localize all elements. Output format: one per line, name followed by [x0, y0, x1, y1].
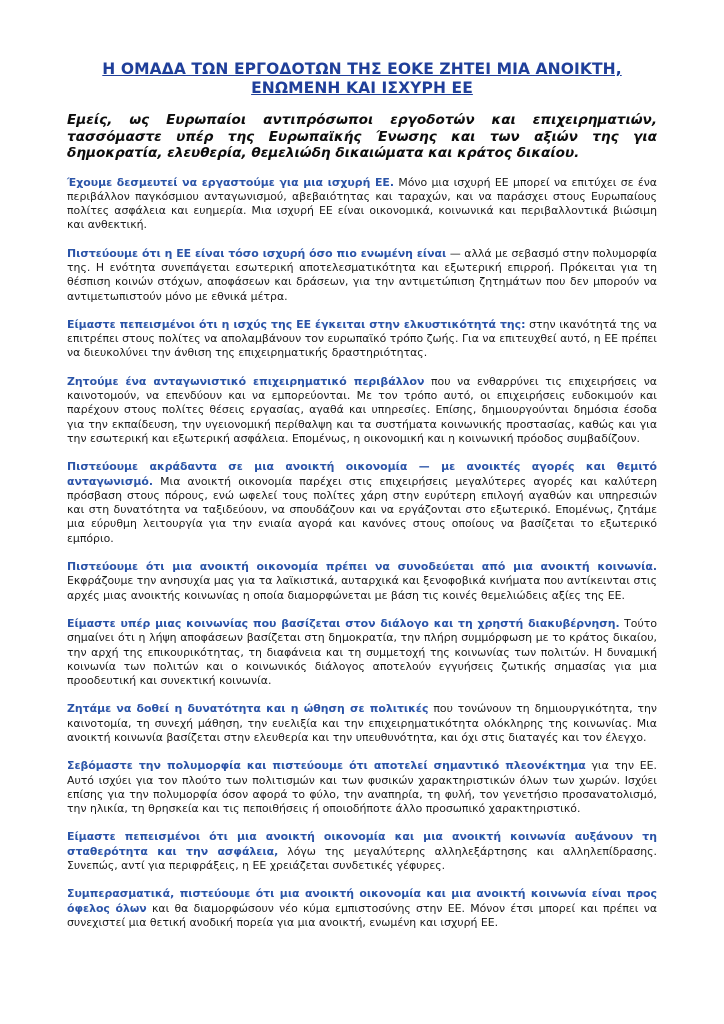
- paragraph-diversity: [67, 759, 657, 816]
- paragraph-lead: Πιστεύουμε ότι μια ανοικτή οικονομία πρέπει να συνοδεύεται από μια ανοικτή κοινωνία.: [67, 560, 657, 574]
- paragraph-conclusion: [67, 887, 657, 930]
- title-line-1: Η ΟΜΑΔΑ ΤΩΝ ΕΡΓΟΔΟΤΩΝ ΤΗΣ ΕΟΚΕ ΖΗΤΕΙ ΜΙΑ ΑΝΟΙΚΤΗ,: [102, 60, 622, 78]
- paragraph-body: για την ΕΕ. Αυτό ισχύει για τον πλούτο των πολιτισμών και των φυσικών χαρακτηριστικών όλων των χωρών. Ισχύει επίσης για την πολυμορφία όσον αφορά το φύλο, την αναπηρία, τη φυλή, τον γενετήσιο προσανατολισμό, την ηλικία, τη θρησκεία και τις πεποιθήσεις ή οποιοδήποτε άλλο προσωπικό χαρακτηριστικό.: [67, 759, 657, 816]
- paragraph-lead: Είμαστε υπέρ μιας κοινωνίας που βασίζεται στον διάλογο και τη χρηστή διακυβέρνηση.: [67, 616, 620, 630]
- paragraph-body: και θα διαμορφώσουν νέο κύμα εμπιστοσύνης στην ΕΕ. Μόνον έτσι μπορεί και πρέπει να συνεχιστεί μια θετική ανοδική πορεία για μια ανοικτή, ενωμένη και ισχυρή ΕΕ.: [67, 901, 657, 929]
- paragraph-united-eu: [67, 247, 657, 304]
- paragraph-lead: Σεβόμαστε την πολυμορφία και πιστεύουμε ότι αποτελεί σημαντικό πλεονέκτημα: [67, 759, 586, 773]
- paragraph-stability-security: [67, 830, 657, 873]
- paragraph-strong-eu: [67, 176, 657, 233]
- paragraph-list: [67, 176, 657, 931]
- intro-statement: Εμείς, ως Ευρωπαίοι αντιπρόσωποι εργοδοτών και επιχειρηματιών, τασσόμαστε υπέρ της Ευρωπαϊκής Ένωσης και των αξιών της για δημοκρατία, ελευθερία, θεμελιώδη δικαιώματα και κράτος δικαίου.: [67, 112, 657, 161]
- paragraph-lead: Πιστεύουμε ακράδαντα σε μια ανοικτή οικονομία — με ανοικτές αγορές και θεμιτό ανταγωνισμό.: [67, 460, 657, 488]
- paragraph-body: Μια ανοικτή οικονομία παρέχει στις επιχειρήσεις μεγαλύτερες αγορές και καλύτερη πρόσβαση στους πόρους, ενώ ωφελεί τους πολίτες χάρη στην ευρύτερη επιλογή αγαθών και υπηρεσιών και στη δυνατότητα να ταξιδεύουν, να σπουδάζουν και να εργάζονται στο εξωτερικό. Επομένως, ζητάμε μια εύρυθμη λειτουργία για την ενιαία αγορά και κανόνες στους οποίους να βασίζεται το εξωτερικό εμπόριο.: [67, 474, 657, 545]
- paragraph-body: που τονώνουν τη δημιουργικότητα, την καινοτομία, τη συνεχή μάθηση, την ευελιξία και την επιχειρηματικότητα ολόκληρης της κοινωνίας. Μια ανοικτή κοινωνία βασίζεται στην ελευθερία και την υπευθυνότητα, και όχι στις διαταγές και τον έλεγχο.: [67, 702, 658, 744]
- paragraph-business-environment: [67, 375, 657, 446]
- paragraph-body: λόγω της μεγαλύτερης αλληλεξάρτησης και αλληλεπίδρασης. Συνεπώς, αντί για περιφράξεις, η ΕΕ χρειάζεται συνδετικές γέφυρες.: [67, 844, 657, 873]
- title-line-2: ΕΝΩΜΕΝΗ ΚΑΙ ΙΣΧΥΡΗ ΕΕ: [251, 79, 473, 97]
- paragraph-body: — αλλά με σεβασμό στην πολυμορφία της. Η ενότητα συνεπάγεται εσωτερική αποτελεσματικότητα και εξωτερική επιρροή. Πρόκειται για τη θέσπιση κοινών στόχων, αποφάσεων και δράσεων, για την αντιμετώπιση ζητημάτων που δεν μπορούν να αντιμετωπιστούν μόνο με εθνικά μέτρα.: [67, 246, 657, 303]
- paragraph-lead: Είμαστε πεπεισμένοι ότι μια ανοικτή οικονομία και μια ανοικτή κοινωνία αυξάνουν τη σταθερότητα και την ασφάλεια,: [67, 830, 657, 858]
- paragraph-body: Μόνο μια ισχυρή ΕΕ μπορεί να επιτύχει σε ένα περιβάλλον παγκόσμιου ανταγωνισμού, αβεβαιότητας και ταραχών, και να παράσχει στους Ευρωπαίους πολίτες ασφάλεια και ευημερία. Μια ισχυρή ΕΕ είναι οικονομικά, κοινωνικά και περιβαλλοντικά βιώσιμη και ανθεκτική.: [67, 175, 657, 232]
- paragraph-open-society: [67, 560, 657, 603]
- paragraph-lead: Ζητούμε ένα ανταγωνιστικό επιχειρηματικό περιβάλλον: [67, 374, 425, 388]
- document-title: [67, 60, 657, 98]
- paragraph-dialogue-governance: [67, 617, 657, 688]
- document-page: [67, 60, 657, 944]
- paragraph-body: Εκφράζουμε την ανησυχία μας για τα λαϊκιστικά, αυταρχικά και ξενοφοβικά κινήματα που αντίκεινται στις αρχές μιας ανοικτής κοινωνίας η οποία διαμορφώνεται με βάση τις κοινές θεμελιώδεις αξίες της ΕΕ.: [67, 574, 657, 602]
- paragraph-lead: Είμαστε πεπεισμένοι ότι η ισχύς της ΕΕ έγκειται στην ελκυστικότητά της:: [67, 317, 526, 331]
- paragraph-lead: Έχουμε δεσμευτεί να εργαστούμε για μια ισχυρή ΕΕ.: [67, 175, 395, 189]
- paragraph-body: στην ικανότητά της να επιτρέπει στους πολίτες να απολαμβάνουν τον ευρωπαϊκό τρόπο ζωής. Για να επιτευχθεί αυτό, η ΕΕ πρέπει να διευκολύνει την άνθιση της επιχειρηματικής δραστηριότητας.: [67, 317, 657, 360]
- paragraph-body: Τούτο σημαίνει ότι η λήψη αποφάσεων βασίζεται στη δημοκρατία, την πλήρη συμμόρφωση με το κράτος δικαίου, την αρχή της επικουρικότητας, τη διαφάνεια και τη συμμετοχή της κοινωνίας των πολιτών. Η δυναμική κοινωνία των πολιτών και ο κοινωνικός διάλογος αποτελούν εγγυήσεις ζωτικής σημασίας για μια προοδευτική και συνεκτική κοινωνία.: [67, 616, 657, 688]
- paragraph-lead: Ζητάμε να δοθεί η δυνατότητα και η ώθηση σε πολιτικές: [67, 702, 429, 716]
- paragraph-lead: Συμπερασματικά, πιστεύουμε ότι μια ανοικτή οικονομία και μια ανοικτή κοινωνία είναι προς όφελος όλων: [67, 887, 657, 915]
- paragraph-lead: Πιστεύουμε ότι η ΕΕ είναι τόσο ισχυρή όσο πιο ενωμένη είναι: [67, 246, 447, 260]
- paragraph-body: που να ενθαρρύνει τις επιχειρήσεις να καινοτομούν, να επενδύουν και να εμπορεύονται. Με τον τρόπο αυτό, οι επιχειρήσεις ευδοκιμούν και παρέχουν στους πολίτες θέσεις εργασίας, αγαθά και υπηρεσίες. Επίσης, δημιουργούνται δημόσια έσοδα για την εκπαίδευση, την υγειονομική περίθαλψη και τα συστήματα κοινωνικής προστασίας, καθώς και για την εσωτερική και εξωτερική ασφάλεια. Επομένως, η οικονομική και η κοινωνική πρόοδος συμβαδίζουν.: [67, 374, 657, 445]
- paragraph-open-economy: [67, 460, 657, 546]
- paragraph-policies: [67, 702, 657, 745]
- paragraph-attractiveness: [67, 318, 657, 361]
